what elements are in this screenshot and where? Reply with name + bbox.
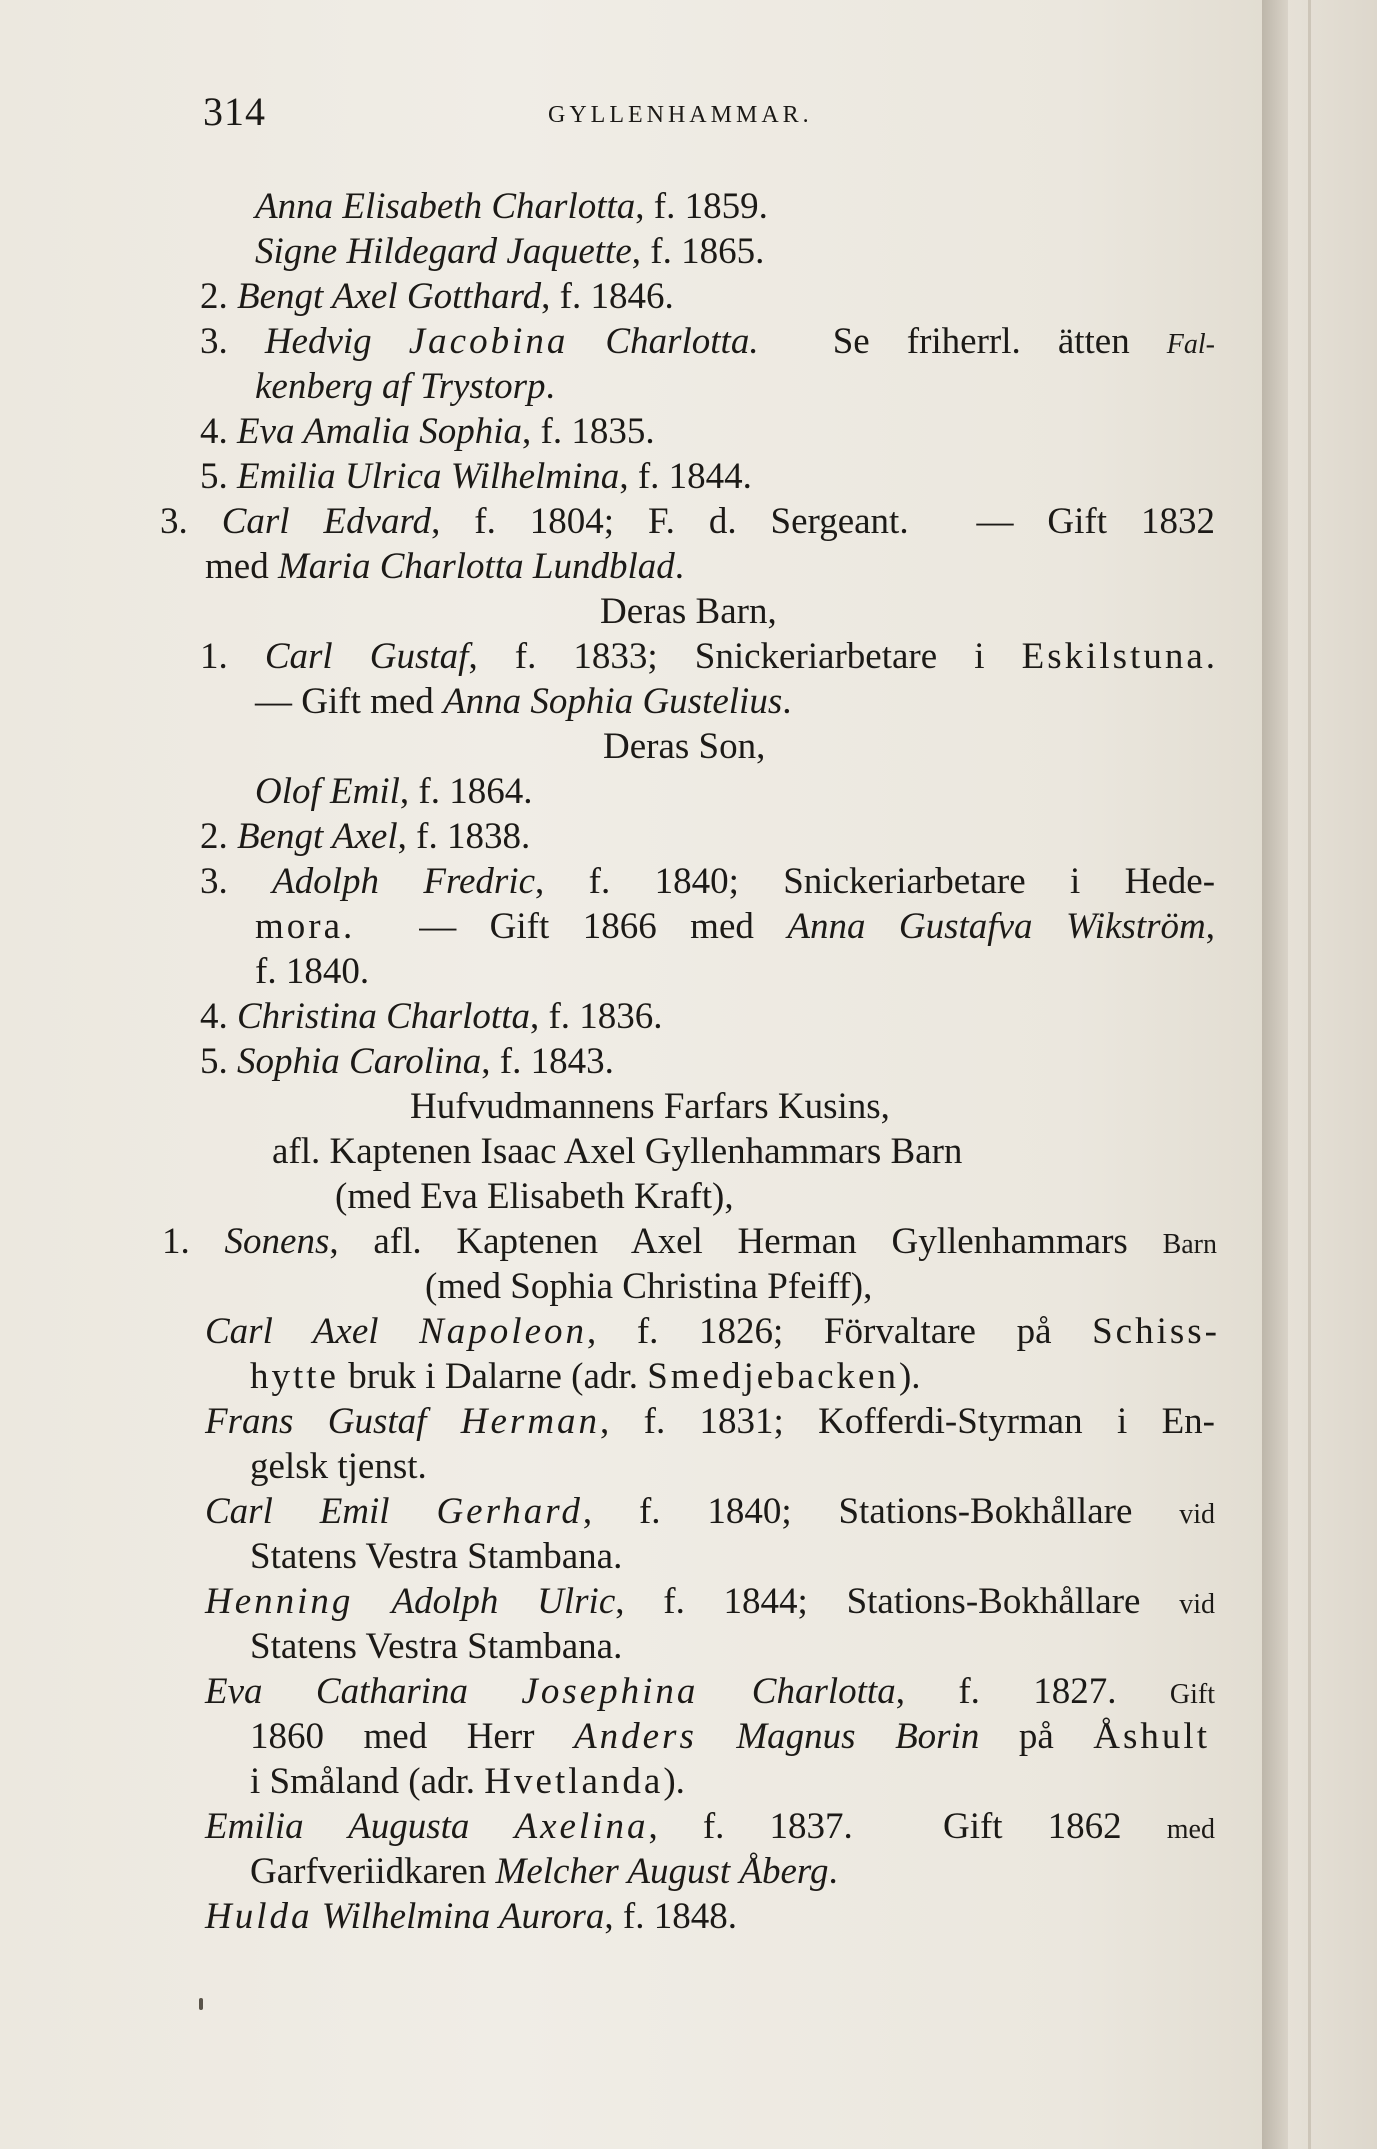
text-segment: Anna Sophia Gustelius bbox=[443, 681, 783, 722]
text-line bbox=[200, 1040, 614, 1084]
text-segment: 2. bbox=[200, 276, 237, 317]
text-line bbox=[205, 1670, 1215, 1717]
text-segment: gelsk tjenst. bbox=[250, 1446, 427, 1487]
ink-speck bbox=[199, 1998, 203, 2010]
text-segment: , f. 1846. bbox=[541, 276, 674, 317]
text-segment: 1. bbox=[162, 1221, 225, 1262]
text-segment: Anna Gustafva Wikström bbox=[787, 906, 1206, 947]
text-segment: Sophia Carolina bbox=[237, 1041, 482, 1082]
text-segment: Herman bbox=[460, 1401, 601, 1442]
text-segment: , f. 1838. bbox=[397, 816, 531, 857]
text-segment: , f. 1864. bbox=[399, 771, 533, 812]
text-segment: Eva Amalia Sophia bbox=[237, 411, 523, 452]
page-number: 314 bbox=[203, 89, 266, 134]
text-segment: kenberg af Trystorp bbox=[255, 366, 546, 407]
text-segment: , f. 1865. bbox=[631, 231, 765, 272]
text-segment: , f. 1840; Stations-Bokhållare bbox=[582, 1491, 1180, 1532]
text-line bbox=[205, 1310, 1220, 1354]
text-line bbox=[205, 1580, 1215, 1627]
text-segment: Magnus Borin bbox=[696, 1716, 980, 1757]
text-line bbox=[200, 635, 1215, 679]
text-segment: Wilhelmina Aurora bbox=[312, 1896, 605, 1937]
text-segment: Carl Edvard bbox=[221, 501, 432, 542]
text-line bbox=[200, 995, 663, 1039]
text-segment: afl. Kaptenen Isaac Axel Gyllenhammars Barn bbox=[272, 1131, 963, 1172]
text-segment: , f. 1826; Förvaltare på bbox=[587, 1311, 1093, 1352]
text-segment: . bbox=[782, 681, 792, 722]
text-line bbox=[250, 1715, 1210, 1759]
text-segment: Frans Gustaf bbox=[205, 1401, 461, 1442]
text-segment: , f. 1827. bbox=[895, 1671, 1170, 1712]
text-line bbox=[425, 1265, 872, 1309]
text-segment: Axelina bbox=[514, 1806, 649, 1847]
adjacent-page-edge bbox=[1288, 0, 1377, 2149]
text-segment: (med Eva Elisabeth Kraft), bbox=[335, 1176, 734, 1217]
text-segment: ). bbox=[898, 1356, 921, 1397]
text-segment: med bbox=[1166, 1814, 1215, 1845]
text-segment: , f. 1804; F. d. Sergeant. — Gift 1832 bbox=[431, 501, 1215, 542]
running-header: GYLLENHAMMAR. bbox=[548, 102, 813, 128]
text-segment: Schiss- bbox=[1092, 1311, 1220, 1352]
text-segment: 4. bbox=[200, 411, 237, 452]
text-line bbox=[255, 950, 369, 994]
text-segment: Henning bbox=[205, 1581, 354, 1622]
text-segment: — Gift med bbox=[255, 681, 444, 722]
text-line bbox=[250, 1355, 921, 1399]
text-segment: 2. bbox=[200, 816, 237, 857]
text-segment: Josephina bbox=[521, 1671, 699, 1712]
text-segment: 5. bbox=[200, 1041, 237, 1082]
text-segment: Anna Elisabeth Charlotta bbox=[255, 186, 636, 227]
text-segment: 1860 med Herr bbox=[250, 1716, 575, 1757]
text-segment: på bbox=[979, 1716, 1094, 1757]
text-segment: , f. 1848. bbox=[604, 1896, 737, 1937]
text-segment: , f. 1836. bbox=[529, 996, 663, 1037]
text-segment: Jacobina bbox=[408, 321, 569, 362]
text-line bbox=[250, 1760, 685, 1804]
text-segment: . bbox=[674, 546, 684, 587]
text-line bbox=[200, 815, 530, 859]
text-segment: Gift bbox=[1169, 1679, 1215, 1710]
text-line bbox=[255, 185, 768, 229]
text-line bbox=[200, 410, 655, 454]
text-segment: . bbox=[828, 1851, 838, 1892]
text-line bbox=[603, 725, 765, 769]
text-line bbox=[250, 1535, 622, 1579]
text-segment: Olof Emil bbox=[255, 771, 400, 812]
text-segment: . bbox=[1205, 636, 1216, 677]
text-segment: vid bbox=[1179, 1589, 1215, 1620]
text-segment: Bengt Axel Gotthard bbox=[237, 276, 542, 317]
text-segment: Eskilstuna bbox=[1021, 636, 1206, 677]
text-line bbox=[335, 1175, 734, 1219]
text-segment: Åshult bbox=[1093, 1716, 1210, 1757]
text-line bbox=[250, 1445, 427, 1489]
text-segment: med bbox=[205, 546, 278, 587]
text-segment: bruk i Dalarne (adr. bbox=[338, 1356, 648, 1397]
text-segment: 1. bbox=[200, 636, 265, 677]
text-line bbox=[205, 1490, 1215, 1537]
text-segment: mora bbox=[255, 906, 344, 947]
text-segment: Hufvudmannens Farfars Kusins, bbox=[410, 1086, 890, 1127]
text-segment: Anders bbox=[574, 1716, 697, 1757]
text-segment: Signe Hildegard Jaquette bbox=[255, 231, 632, 272]
text-segment: , bbox=[1205, 906, 1215, 947]
text-segment: Emilia Augusta bbox=[205, 1806, 515, 1847]
text-line bbox=[255, 905, 1215, 949]
text-segment: , f. 1844. bbox=[619, 456, 752, 497]
text-line bbox=[255, 680, 791, 724]
text-segment: Smedjebacken bbox=[647, 1356, 899, 1397]
text-segment: Deras Barn, bbox=[600, 591, 777, 632]
text-segment: Fal- bbox=[1166, 329, 1216, 360]
text-segment: Charlotta. bbox=[568, 321, 759, 362]
text-segment: Maria Charlotta Lundblad bbox=[277, 546, 675, 587]
text-segment: Bengt Axel bbox=[237, 816, 398, 857]
text-segment: Eva Catharina bbox=[205, 1671, 522, 1712]
text-segment: Sonens bbox=[224, 1221, 330, 1262]
text-segment: Melcher August Åberg bbox=[495, 1851, 829, 1892]
text-line bbox=[250, 1625, 622, 1669]
text-segment: (med Sophia Christina Pfeiff), bbox=[425, 1266, 873, 1307]
text-line bbox=[255, 365, 555, 409]
text-line bbox=[250, 1850, 838, 1894]
text-segment: , f. 1859. bbox=[635, 186, 768, 227]
text-segment: Emilia Ulrica Wilhelmina bbox=[237, 456, 620, 497]
text-segment: , f. 1837. Gift 1862 bbox=[648, 1806, 1167, 1847]
text-segment: Adolph Fredric bbox=[272, 861, 536, 902]
text-segment: Garfveriidkaren bbox=[250, 1851, 496, 1892]
text-line bbox=[205, 1805, 1215, 1852]
page-gutter-shadow bbox=[1262, 0, 1288, 2149]
text-segment: Napoleon bbox=[419, 1311, 588, 1352]
text-segment: hytte bbox=[250, 1356, 339, 1397]
text-line bbox=[255, 770, 533, 814]
text-segment: Carl Axel bbox=[205, 1311, 420, 1352]
text-segment: Se friherrl. ätten bbox=[758, 321, 1167, 362]
text-segment: . — Gift 1866 med bbox=[343, 906, 788, 947]
text-segment: Carl Gustaf bbox=[264, 636, 469, 677]
text-line bbox=[200, 275, 674, 319]
text-segment: Hedvig bbox=[264, 321, 409, 362]
text-segment: , f. 1831; Kofferdi-Styrman i En- bbox=[600, 1401, 1215, 1442]
text-line bbox=[600, 590, 777, 634]
text-segment: ). bbox=[663, 1761, 685, 1802]
text-segment: Deras Son, bbox=[603, 726, 766, 767]
text-line bbox=[205, 1400, 1215, 1444]
text-segment: Hvetlanda bbox=[484, 1761, 664, 1802]
text-segment: , f. 1843. bbox=[481, 1041, 614, 1082]
text-line bbox=[200, 455, 752, 499]
text-line bbox=[255, 230, 764, 274]
text-segment: Charlotta bbox=[698, 1671, 896, 1712]
text-segment: , afl. Kaptenen Axel Herman Gyllenhammars bbox=[329, 1221, 1163, 1262]
text-segment: Gerhard bbox=[436, 1491, 583, 1532]
text-segment: , f. 1844; Stations-Bokhållare bbox=[615, 1581, 1180, 1622]
page-edge-rule bbox=[1308, 0, 1311, 2149]
text-segment: Adolph Ulric bbox=[353, 1581, 616, 1622]
text-segment: , f. 1833; Snickeriarbetare i bbox=[468, 636, 1022, 677]
text-segment: , f. 1840; Snickeriarbetare i Hede- bbox=[535, 861, 1216, 902]
text-segment: f. 1840. bbox=[255, 951, 370, 992]
text-segment: vid bbox=[1179, 1499, 1215, 1530]
text-segment: 3. bbox=[200, 861, 273, 902]
text-segment: 3. bbox=[160, 501, 222, 542]
text-segment: 3. bbox=[200, 321, 265, 362]
text-line bbox=[200, 860, 1215, 904]
text-segment: . bbox=[545, 366, 555, 407]
text-segment: Hulda bbox=[205, 1896, 313, 1937]
text-line bbox=[205, 1895, 737, 1939]
text-line bbox=[162, 1220, 1217, 1267]
text-segment: , f. 1835. bbox=[522, 411, 655, 452]
text-line bbox=[410, 1085, 890, 1129]
text-line bbox=[205, 545, 684, 589]
text-segment: 4. bbox=[200, 996, 237, 1037]
text-segment: Statens Vestra Stambana. bbox=[250, 1626, 623, 1667]
text-segment: Christina Charlotta bbox=[237, 996, 530, 1037]
text-segment: i Småland (adr. bbox=[250, 1761, 485, 1802]
text-segment: Statens Vestra Stambana. bbox=[250, 1536, 623, 1577]
text-segment: Carl Emil bbox=[205, 1491, 437, 1532]
text-segment: 5. bbox=[200, 456, 237, 497]
text-line bbox=[200, 320, 1215, 367]
text-line bbox=[160, 500, 1215, 544]
text-line bbox=[272, 1130, 962, 1174]
text-segment: Barn bbox=[1162, 1229, 1217, 1260]
